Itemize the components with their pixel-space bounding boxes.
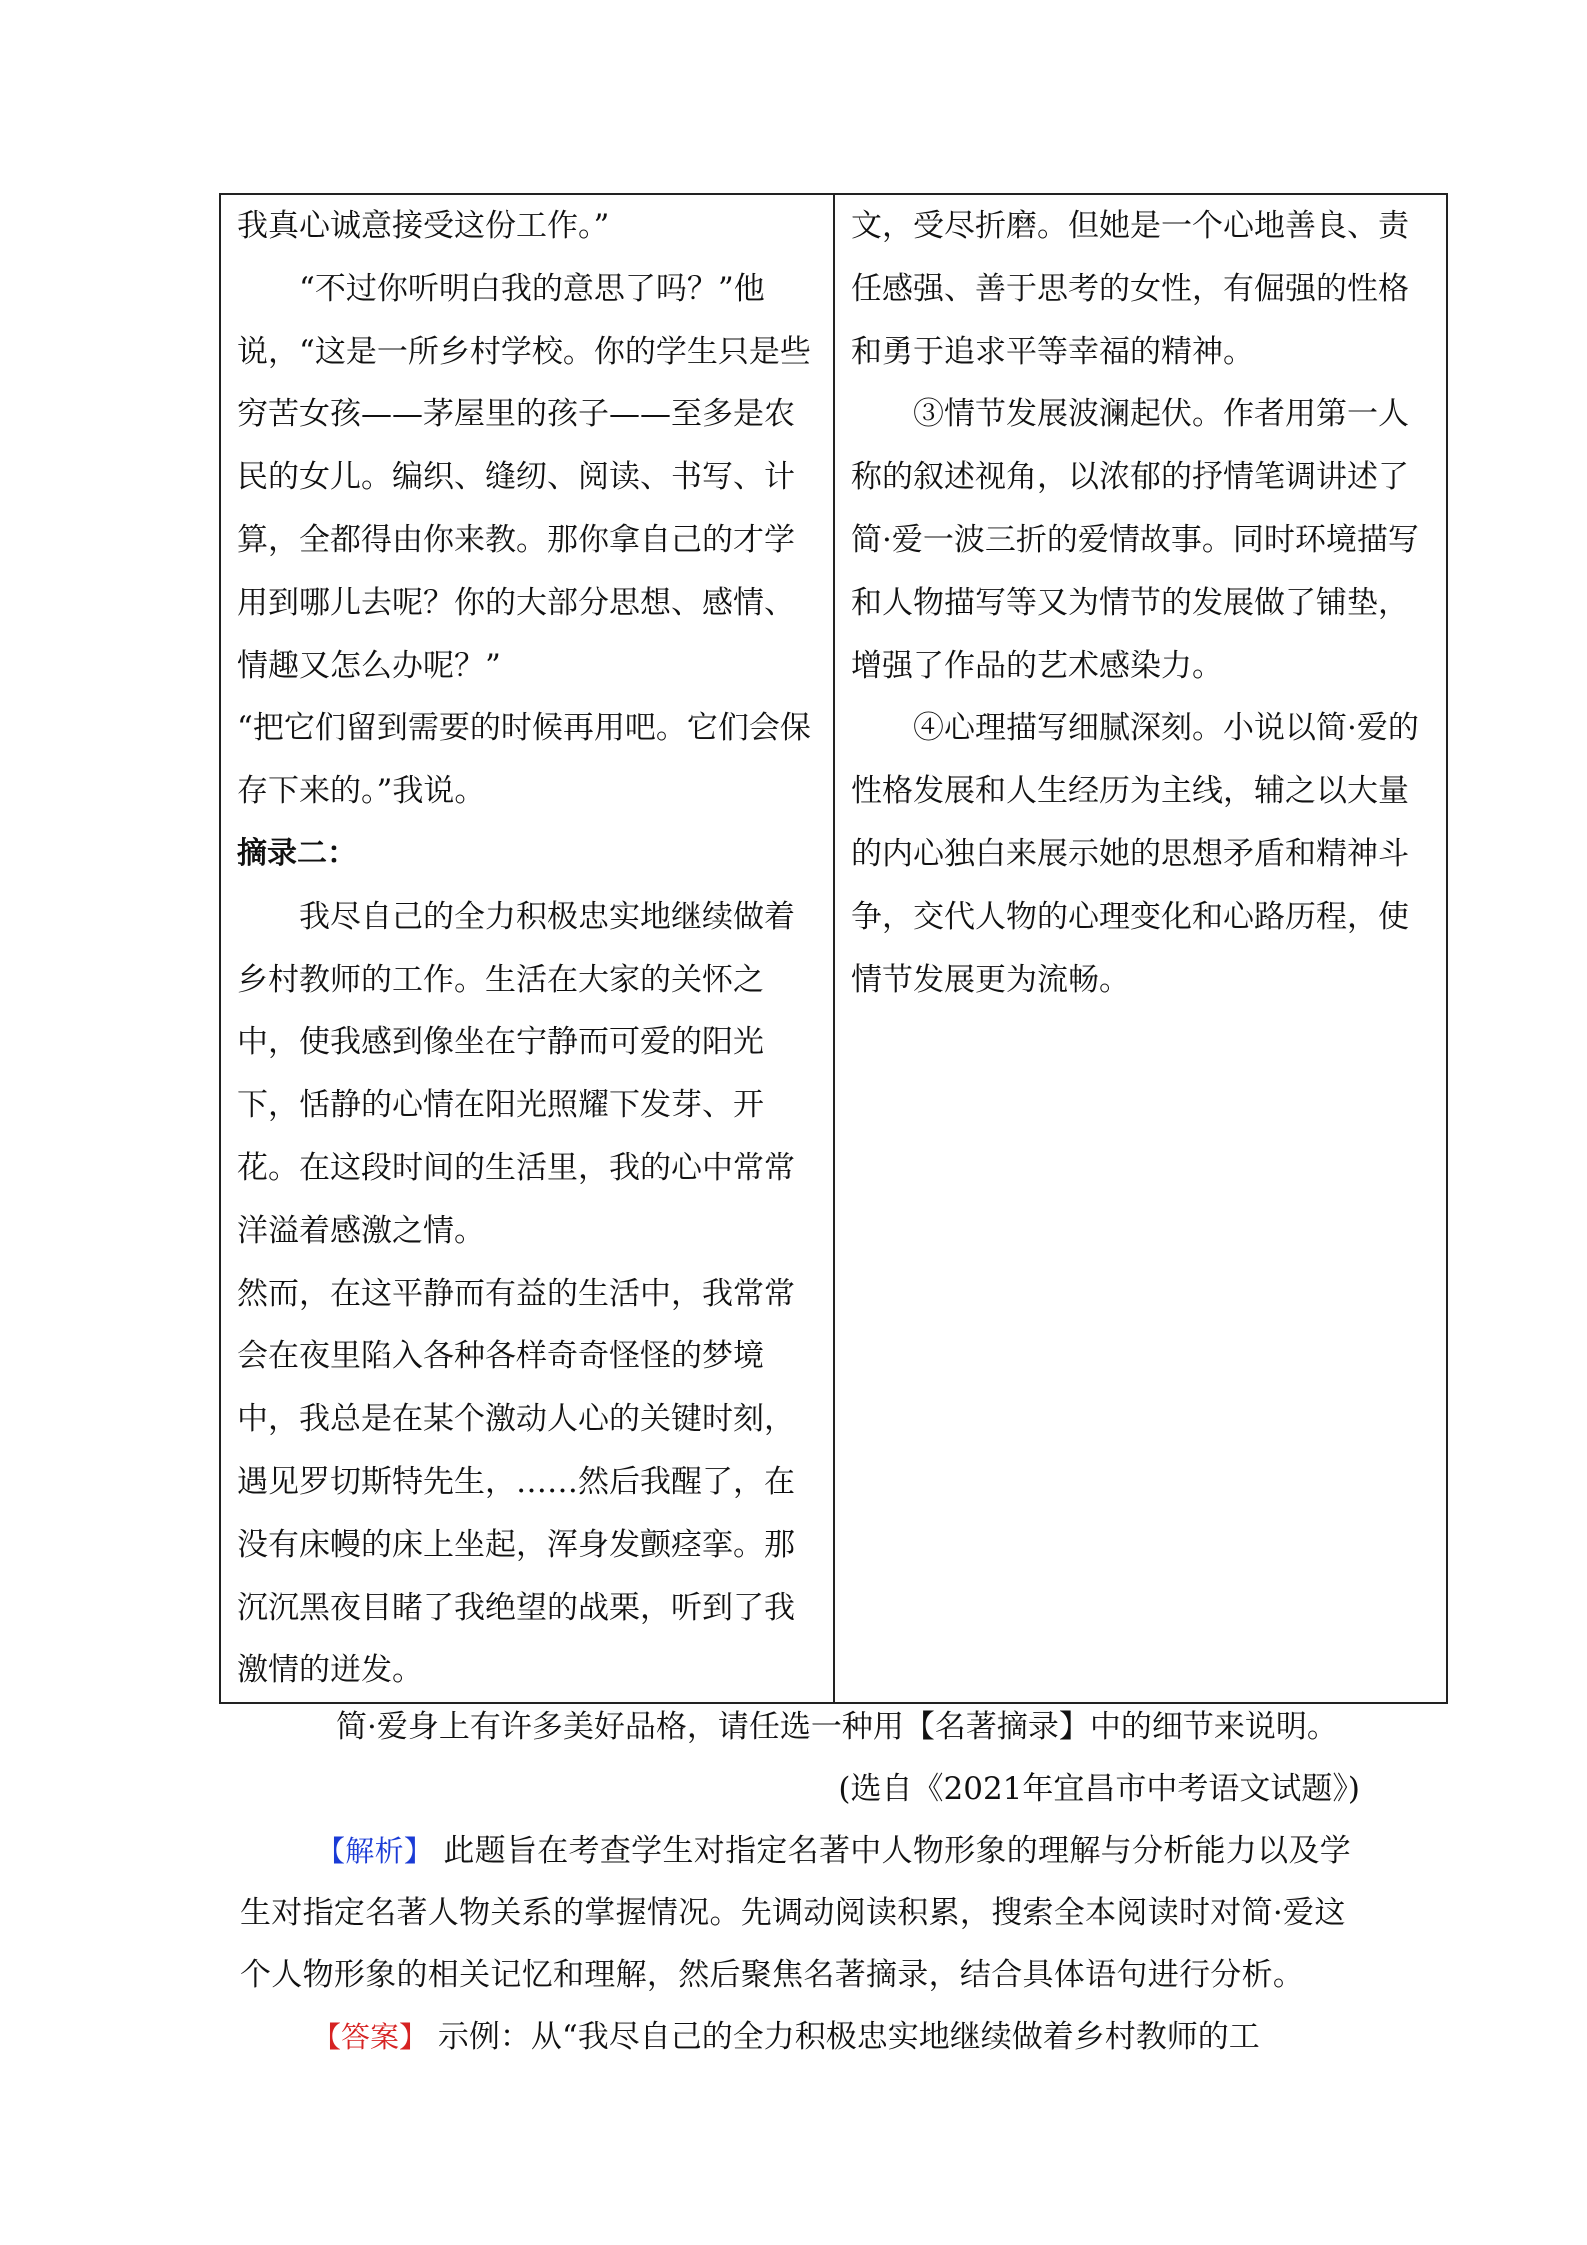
analysis-paragraph: ④心理描写细腻深刻。小说以简·爱的性格发展和人生经历为主线，辅之以大量的内心独白来展示她的思想矛盾和精神斗争，交代人物的心理变化和心路历程，使情节发展更为流畅。: [851, 710, 1419, 998]
excerpt-table: [219, 193, 1448, 1704]
excerpt-paragraph: 我尽自己的全力积极忠实地继续做着乡村教师的工作。生活在大家的关怀之中，使我感到像坐在宁静而可爱的阳光下，恬静的心情在阳光照耀下发芽、开花。在这段时间的生活里，我的心中常常洋溢着感激之情。: [237, 898, 795, 1249]
source-citation: (选自《2021年宜昌市中考语文试题》): [838, 1771, 1360, 1807]
analysis-paragraph: 文，受尽折磨。但她是一个心地善良、责任感强、善于思考的女性，有倔强的性格和勇于追求平等幸福的精神。: [851, 208, 1409, 370]
analysis-text: 此题旨在考查学生对指定名著中人物形象的理解与分析能力以及学生对指定名著人物关系的掌握情况。先调动阅读积累，搜索全本阅读时对简·爱这个人物形象的相关记忆和理解，然后聚焦名著摘录，结合具体语句进行分析。: [240, 1833, 1352, 1993]
excerpt-paragraph: “不过你听明白我的意思了吗？”他说，“这是一所乡村学校。你的学生只是些穷苦女孩——茅屋里的孩子——至多是农民的女儿。编织、缝纫、阅读、书写、计算，全都得由你来教。那你拿自己的才学用到哪儿去呢？你的大部分思想、感情、情趣又怎么办呢？”: [237, 270, 811, 684]
answer-text: 示例：从“我尽自己的全力积极忠实地继续做着乡村教师的工: [437, 2019, 1260, 2055]
excerpt-heading: 摘录二：: [237, 835, 357, 871]
analysis-tag: 【解析】: [316, 1834, 434, 1868]
analysis-block: [240, 1820, 1360, 2006]
question-text: 简·爱身上有许多美好品格，请任选一种用【名著摘录】中的细节来说明。: [336, 1709, 1338, 1745]
analysis-paragraph: ③情节发展波澜起伏。作者用第一人称的叙述视角，以浓郁的抒情笔调讲述了简·爱一波三折的爱情故事。同时环境描写和人物描写等又为情节的发展做了铺垫，增强了作品的艺术感染力。: [851, 396, 1419, 684]
excerpt-paragraph: 然而，在这平静而有益的生活中，我常常会在夜里陷入各种各样奇奇怪怪的梦境中，我总是在某个激动人心的关键时刻，遇见罗切斯特先生，……然后我醒了，在没有床幔的床上坐起，浑身发颤痉挛。那沉沉黑夜目睹了我绝望的战栗，听到了我激情的迸发。: [237, 1275, 795, 1689]
answer-tag: 【答案】: [312, 2020, 429, 2054]
excerpt-left-cell: [220, 194, 834, 1703]
excerpt-right-cell: [834, 194, 1447, 1703]
excerpt-paragraph: 我真心诚意接受这份工作。”: [237, 208, 610, 244]
excerpt-paragraph: “把它们留到需要的时候再用吧。它们会保存下来的。”我说。: [237, 710, 811, 810]
answer-block: [240, 2006, 1360, 2068]
